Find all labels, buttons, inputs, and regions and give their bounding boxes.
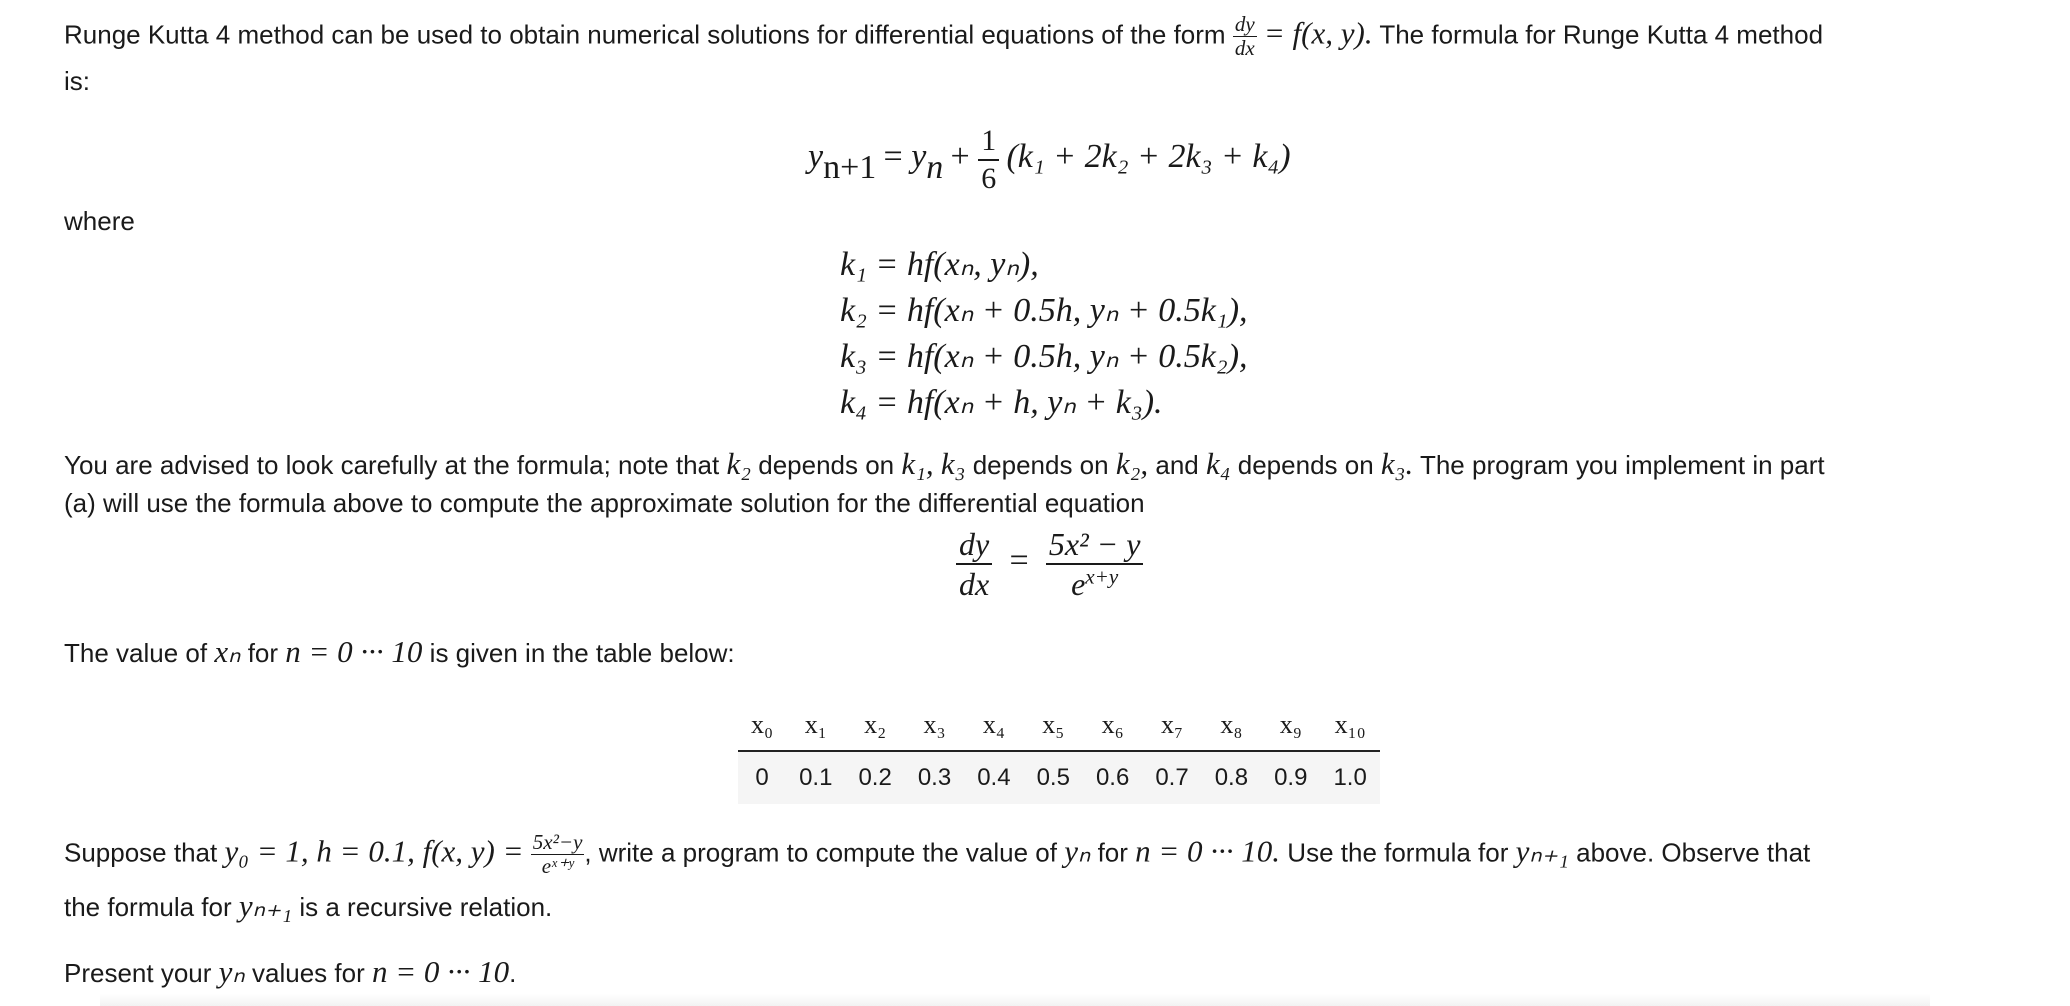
suppose-text-d: Use the formula for <box>1287 837 1509 868</box>
table-cell: 1.0 <box>1320 751 1379 804</box>
advice-text-b: depends on <box>758 450 895 480</box>
table-header-cell: x₆ <box>1083 700 1142 751</box>
table-header-cell: x₁₀ <box>1320 700 1379 751</box>
ode-den-exp: x+y <box>1085 564 1119 589</box>
advice-k3b: k₃. <box>1380 446 1414 481</box>
where-label: where <box>64 206 135 236</box>
formula-lhs-y: y <box>808 137 824 175</box>
suppose-line2-a: the formula for <box>64 892 232 922</box>
suppose-text-e: above. Observe that <box>1576 837 1811 868</box>
suppose-conditions: y₀ = 1, h = 0.1, f(x, y) = <box>224 833 524 869</box>
table-cell: 0.3 <box>905 751 964 804</box>
formula-fraction <box>978 126 999 194</box>
present-text-b: values for <box>252 958 365 988</box>
table-cell: 0.5 <box>1024 751 1083 804</box>
table-cell: 0.9 <box>1261 751 1320 804</box>
advice-text-d: and <box>1155 450 1199 480</box>
table-header-cell: x₈ <box>1202 700 1261 751</box>
suppose-line-2 <box>64 888 552 924</box>
table-cell: 0.7 <box>1142 751 1201 804</box>
table-header-cell: x₂ <box>845 700 904 751</box>
formula-paren: (k₁ + 2k₂ + 2k₃ + k₄) <box>1006 137 1291 175</box>
present-text-c: . <box>509 958 517 988</box>
intro-line-2: is: <box>64 66 90 96</box>
table-intro-a: The value of <box>64 638 208 668</box>
suppose-yn: yₙ <box>1064 833 1091 869</box>
advice-k1: k₁, <box>901 446 934 481</box>
dydx-denominator: dx <box>1234 36 1255 60</box>
ode-numerator: 5x² − y <box>1046 528 1144 565</box>
advice-line-2: (a) will use the formula above to compute the approximate solution for the differential equation <box>64 488 1145 518</box>
advice-line-1 <box>64 446 1825 482</box>
formula-eq: = <box>883 137 912 175</box>
table-intro <box>64 634 735 670</box>
k2-equation: k₂ = hf(xₙ + 0.5h, yₙ + 0.5k₁), <box>840 292 1248 329</box>
suppose-line2-b: is a recursive relation. <box>299 892 553 922</box>
table-header-cell: x₉ <box>1261 700 1320 751</box>
suppose-f-denominator: eˣ⁺ʸ <box>541 854 574 878</box>
ode-dx: dx <box>959 566 990 602</box>
bottom-fade <box>100 994 1930 1006</box>
advice-k2: k₂ <box>726 446 751 481</box>
table-row <box>738 751 1380 804</box>
ode-denominator <box>1046 565 1144 600</box>
table-header-cell: x₇ <box>1142 700 1201 751</box>
suppose-yn1: yₙ₊₁ <box>1515 833 1569 869</box>
advice-k3: k₃ <box>940 446 966 481</box>
table-intro-b: for <box>247 638 279 668</box>
formula-rhs-sub: n <box>926 148 944 186</box>
formula-plus: + <box>950 137 979 175</box>
table-header-cell: x₃ <box>905 700 964 751</box>
advice-text-a: You are advised to look carefully at the formula; note that <box>64 450 720 480</box>
suppose-text-c: for <box>1097 837 1128 868</box>
dydx-fraction <box>1233 14 1257 59</box>
formula-frac-num: 1 <box>978 126 999 161</box>
ode-eq: = <box>1009 541 1029 579</box>
table-intro-range: n = 0 ··· 10 <box>285 634 423 669</box>
advice-text-c: depends on <box>972 450 1109 480</box>
table-header-cell: x₄ <box>964 700 1023 751</box>
suppose-text-a: Suppose that <box>64 837 218 868</box>
ode-dydx <box>956 528 992 600</box>
formula-lhs-sub: n+1 <box>823 148 877 186</box>
x-values-table <box>738 700 1380 804</box>
table-header-row <box>738 700 1380 751</box>
k1-equation: k₁ = hf(xₙ, yₙ), <box>840 246 1039 283</box>
ode-rhs-fraction <box>1046 528 1144 600</box>
advice-k4: k₄ <box>1205 446 1231 481</box>
intro-rhs: = f(x, y). <box>1263 15 1373 51</box>
rk4-formula <box>808 126 1291 194</box>
ode-den-base: e <box>1071 566 1086 602</box>
present-yn: yₙ <box>218 954 245 989</box>
table-cell: 0.4 <box>964 751 1023 804</box>
table-intro-c: is given in the table below: <box>429 638 735 668</box>
ode-equation <box>956 528 1143 600</box>
ode-dy: dy <box>956 528 992 565</box>
intro-text-a: Runge Kutta 4 method can be used to obtain numerical solutions for differential equations of the form <box>64 19 1226 50</box>
k-equations <box>840 242 1248 426</box>
present-range: n = 0 ··· 10 <box>371 954 510 989</box>
table-cell: 0.8 <box>1202 751 1261 804</box>
table-cell: 0.6 <box>1083 751 1142 804</box>
k3-equation: k₃ = hf(xₙ + 0.5h, yₙ + 0.5k₂), <box>840 338 1248 375</box>
table-header-cell: x₁ <box>786 700 845 751</box>
suppose-text-b: , write a program to compute the value of <box>584 837 1057 868</box>
advice-text-f: The program you implement in part <box>1419 450 1825 480</box>
suppose-f-numerator: 5x²−y <box>532 830 583 854</box>
intro-line-1 <box>64 14 1823 59</box>
formula-frac-den: 6 <box>981 162 997 195</box>
k4-equation: k₄ = hf(xₙ + h, yₙ + k₃). <box>840 384 1163 421</box>
suppose-range: n = 0 ··· 10. <box>1135 833 1281 869</box>
table-cell: 0.2 <box>845 751 904 804</box>
formula-rhs-y: y <box>911 137 927 175</box>
table-header-cell: x₅ <box>1024 700 1083 751</box>
dydx-numerator: dy <box>1234 12 1255 36</box>
table-cell: 0 <box>738 751 786 804</box>
suppose-line2-yn1: yₙ₊₁ <box>238 888 293 923</box>
table-cell: 0.1 <box>786 751 845 804</box>
advice-text-e: depends on <box>1237 450 1374 480</box>
suppose-f-fraction <box>531 832 585 877</box>
intro-text-b: The formula for Runge Kutta 4 method <box>1379 19 1824 50</box>
table-header-cell: x₀ <box>738 700 786 751</box>
suppose-line-1 <box>64 832 1810 877</box>
table-intro-xn: xₙ <box>214 634 241 669</box>
present-line <box>64 954 516 990</box>
present-text-a: Present your <box>64 958 212 988</box>
advice-k2b: k₂, <box>1115 446 1149 481</box>
